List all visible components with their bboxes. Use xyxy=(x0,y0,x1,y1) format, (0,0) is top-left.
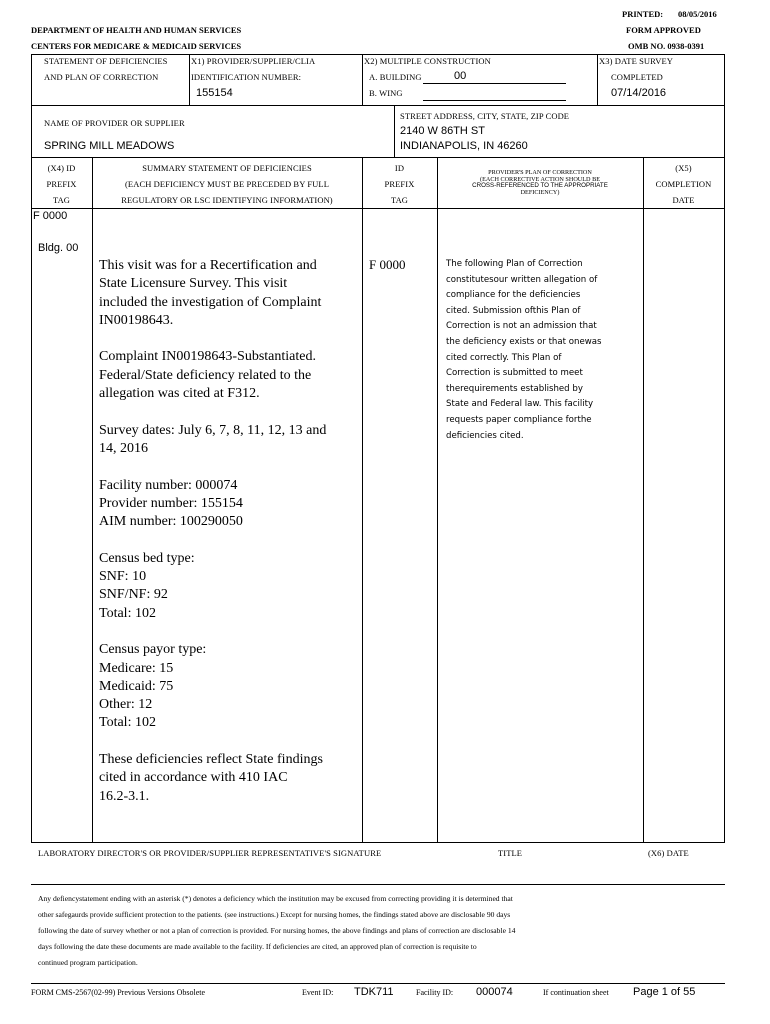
summary-line: allegation was cited at F312. xyxy=(99,386,260,402)
summary-header-line2: (EACH DEFICIENCY MUST BE PRECEDED BY FULL xyxy=(124,179,330,189)
poc-line: The following Plan of Correction xyxy=(446,259,583,269)
poc-line: deficiencies cited. xyxy=(446,430,524,441)
disclaimer-line: continued program participation. xyxy=(38,958,138,967)
summary-line: 14, 2016 xyxy=(99,440,148,456)
summary-line: These deficiencies reflect State findings xyxy=(99,752,323,768)
survey-date-value: 07/14/2016 xyxy=(611,87,667,99)
disclaimer-line: Any defiencystatement ending with an asterisk (*) denotes a deficiency which the institution may be excused from correcting providing it is determined that xyxy=(38,894,513,903)
poc-header xyxy=(437,170,643,196)
x5-label: (X5) xyxy=(675,163,692,173)
poc-line: cited correctly. This Plan of xyxy=(446,352,562,363)
poc-line: requests paper compliance forthe xyxy=(446,414,592,425)
form-id: FORM CMS-2567(02-99) Previous Versions Obsolete xyxy=(31,988,206,997)
x6-date-label: (X6) DATE xyxy=(648,848,689,858)
clia-label-line1: X1) PROVIDER/SUPPLIER/CLIA xyxy=(191,56,316,66)
id-tag-label: TAG xyxy=(390,195,409,205)
clia-label-line2: IDENTIFICATION NUMBER: xyxy=(191,72,302,82)
provider-name-value: SPRING MILL MEADOWS xyxy=(44,140,175,152)
summary-line: Census payor type: xyxy=(99,642,207,658)
summary-line: Other: 12 xyxy=(99,697,153,713)
provider-name-label: NAME OF PROVIDER OR SUPPLIER xyxy=(44,118,185,128)
poc-line: Correction is submitted to meet xyxy=(446,368,583,379)
building-value: 00 xyxy=(454,70,467,82)
summary-line: SNF/NF: 92 xyxy=(99,587,168,603)
summary-line: Medicare: 15 xyxy=(99,660,174,676)
statement-label-line2: AND PLAN OF CORRECTION xyxy=(44,72,159,82)
disclaimer-line: days following the date these documents are made available to the facility. If deficiencies are cited, an approved plan of correction is requisite to xyxy=(38,942,477,951)
date-survey-label-line2: COMPLETED xyxy=(611,72,663,82)
address-label: STREET ADDRESS, CITY, STATE, ZIP CODE xyxy=(400,111,570,121)
omb-number: OMB NO. 0938-0391 xyxy=(628,41,705,51)
title-label: TITLE xyxy=(498,848,523,858)
poc-line: therequirements established by xyxy=(446,383,583,394)
event-id-value: TDK711 xyxy=(354,986,394,998)
summary-line: cited in accordance with 410 IAC xyxy=(99,770,288,786)
summary-line: Facility number: 000074 xyxy=(99,477,238,493)
wing-label: B. WING xyxy=(369,88,403,98)
multiple-construction-label: X2) MULTIPLE CONSTRUCTION xyxy=(364,56,491,66)
summary-paragraph xyxy=(99,641,359,732)
summary-paragraph xyxy=(99,751,359,806)
id-prefix-label: PREFIX xyxy=(384,179,415,189)
poc-line: State and Federal law. This facility xyxy=(446,399,594,410)
left-tag: F 0000 xyxy=(33,210,68,222)
summary-line: Total: 102 xyxy=(99,715,156,731)
summary-line: Federal/State deficiency related to the xyxy=(99,367,312,383)
summary-paragraph xyxy=(99,550,359,623)
summary-line: SNF: 10 xyxy=(99,569,147,585)
form-approved: FORM APPROVED xyxy=(626,25,701,35)
x5-completion-label: COMPLETION xyxy=(655,179,712,189)
summary-paragraph xyxy=(99,477,359,532)
x5-date-label: DATE xyxy=(672,195,695,205)
facility-id-label: Facility ID: xyxy=(416,988,454,997)
summary-line: Provider number: 155154 xyxy=(99,495,243,511)
x4-prefix-label: PREFIX xyxy=(46,179,77,189)
summary-line: AIM number: 100290050 xyxy=(99,514,243,530)
summary-line: IN00198643. xyxy=(99,312,174,328)
date-survey-label-line1: X3) DATE SURVEY xyxy=(599,56,674,66)
printed-label: PRINTED: xyxy=(622,9,664,19)
page-number: Page 1 of 55 xyxy=(633,986,696,998)
summary-line: State Licensure Survey. This visit xyxy=(99,276,288,292)
id-label: ID xyxy=(394,163,405,173)
summary-line: Survey dates: July 6, 7, 8, 11, 12, 13 and xyxy=(99,422,327,438)
x4-id-label: (X4) ID xyxy=(47,163,76,173)
continuation-label: If continuation sheet xyxy=(543,988,609,997)
poc-line: constitutesour written allegation of xyxy=(446,274,598,285)
poc-line: Correction is not an admission that xyxy=(446,321,597,332)
poc-line: compliance for the deficiencies xyxy=(446,290,581,301)
department-name: DEPARTMENT OF HEALTH AND HUMAN SERVICES xyxy=(31,25,242,35)
event-id-label: Event ID: xyxy=(302,988,334,997)
building-label: A. BUILDING xyxy=(369,72,422,82)
summary-line: This visit was for a Recertification and xyxy=(99,258,317,273)
poc-header-line2: (EACH CORRECTIVE ACTION SHOULD BE xyxy=(480,175,600,183)
signature-label: LABORATORY DIRECTOR'S OR PROVIDER/SUPPLIER REPRESENTATIVE'S SIGNATURE xyxy=(38,848,382,858)
poc-header-line4: DEFICIENCY) xyxy=(520,188,560,196)
x4-tag-label: TAG xyxy=(52,195,71,205)
summary-paragraph xyxy=(99,257,359,330)
building-tag: Bldg. 00 xyxy=(38,242,79,254)
summary-line: Medicaid: 75 xyxy=(99,678,174,694)
statement-label-line1: STATEMENT OF DEFICIENCIES xyxy=(44,56,168,66)
plan-of-correction xyxy=(446,257,642,444)
summary-statement xyxy=(99,257,359,806)
summary-line: included the investigation of Complaint xyxy=(99,294,322,310)
summary-header-line3: REGULATORY OR LSC IDENTIFYING INFORMATION) xyxy=(121,195,333,205)
right-tag: F 0000 xyxy=(369,257,406,272)
disclaimer-line: other safegaurds provide sufficient protection to the patients. (see instructions.) Except for nursing homes, the findings stated above are disclosable 90 days xyxy=(38,910,511,919)
summary-line: Total: 102 xyxy=(99,605,156,621)
printed-date: 08/05/2016 xyxy=(678,9,717,19)
agency-name: CENTERS FOR MEDICARE & MEDICAID SERVICES xyxy=(31,41,242,51)
summary-line: Census bed type: xyxy=(99,550,195,566)
summary-paragraph xyxy=(99,348,359,403)
poc-line: the deficiency exists or that onewas xyxy=(446,336,602,347)
facility-id-value: 000074 xyxy=(476,986,513,998)
summary-header-line1: SUMMARY STATEMENT OF DEFICIENCIES xyxy=(142,163,312,173)
summary-paragraph xyxy=(99,422,359,459)
provider-id-value: 155154 xyxy=(196,87,233,99)
disclaimer-line: following the date of survey whether or not a plan of correction is provided. For nursing homes, the above findings and plans of correction are disclosable 14 xyxy=(38,926,516,935)
city-state-zip: INDIANAPOLIS, IN 46260 xyxy=(400,140,528,152)
street-address: 2140 W 86TH ST xyxy=(400,125,485,137)
summary-line: 16.2-3.1. xyxy=(99,788,150,804)
poc-header-line3: CROSS-REFERENCED TO THE APPROPRIATE xyxy=(472,182,608,190)
poc-line: cited. Submission ofthis Plan of xyxy=(446,305,581,316)
poc-header-line1: PROVIDER'S PLAN OF CORRECTION xyxy=(488,169,592,176)
disclaimer xyxy=(38,891,722,971)
summary-line: Complaint IN00198643-Substantiated. xyxy=(99,349,316,365)
